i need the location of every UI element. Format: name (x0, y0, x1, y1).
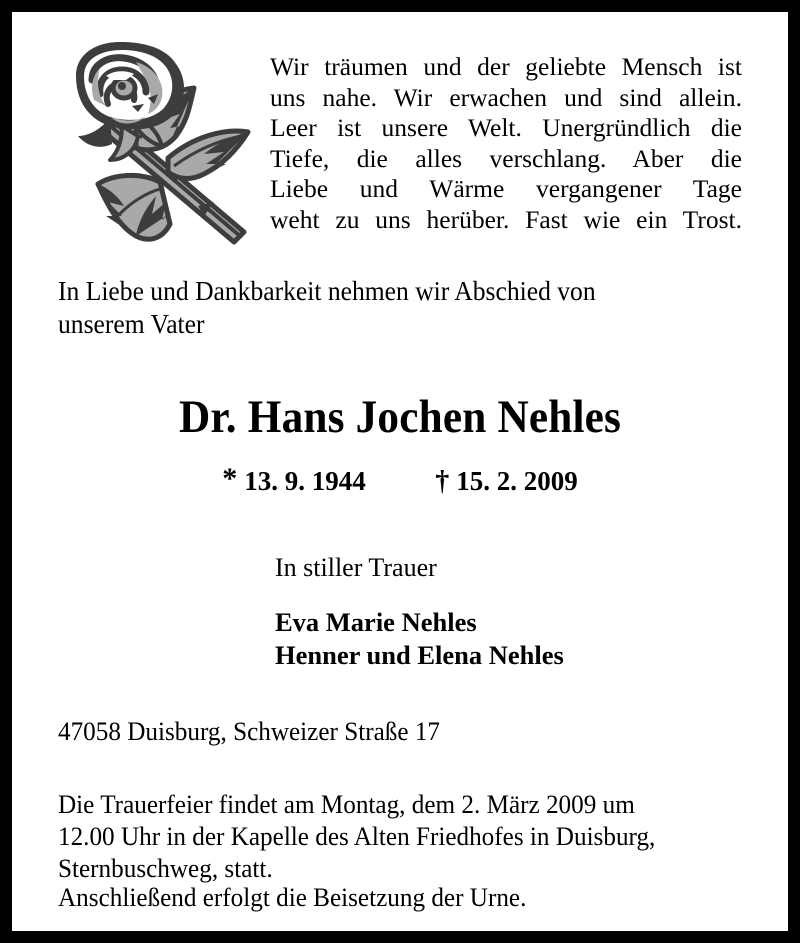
mourner-name: Eva Marie Nehles (275, 607, 477, 637)
mourner-list (275, 606, 745, 672)
deceased-name: Dr. Hans Jochen Nehles (178, 391, 622, 443)
poem-line: Wir träumen und der geliebte Mensch ist (270, 52, 742, 81)
death-date-entry (435, 464, 578, 499)
memorial-poem (270, 52, 742, 235)
intro-line: In Liebe und Dankbarkeit nehmen wir Abschied von (58, 275, 596, 306)
poem-line: Liebe und Wärme vergangener Tage (270, 174, 742, 203)
death-cross-icon: † (435, 466, 450, 497)
poem-line: uns nahe. Wir erwachen und sind allein. (270, 82, 742, 112)
closing-line: Anschließend erfolgt die Beisetzung der Urne. (58, 882, 527, 912)
poem-line: Leer ist unsere Welt. Unergründlich die (270, 113, 742, 142)
intro-text (58, 274, 709, 340)
birth-star-icon: * (222, 462, 238, 495)
address-line: 47058 Duisburg, Schweizer Straße 17 (58, 716, 440, 746)
service-line: 12.00 Uhr in der Kapelle des Alten Friedhofes in Duisburg, (58, 821, 656, 851)
birth-date: 13. 9. 1944 (244, 466, 366, 496)
poem-line: weht zu uns herüber. Fast wie ein Trost. (270, 204, 742, 234)
mourner-name: Henner und Elena Nehles (275, 640, 564, 670)
mourning-section (275, 552, 745, 672)
life-dates (12, 462, 788, 499)
notice-inner-panel (12, 12, 788, 931)
death-date: 15. 2. 2009 (456, 466, 578, 496)
service-line: Die Trauerfeier findet am Montag, dem 2. März 2009 um (58, 789, 635, 819)
rose-illustration (48, 40, 260, 250)
service-line: Sternbuschweg, statt. (58, 853, 273, 883)
service-details (58, 788, 723, 884)
intro-line: unserem Vater (58, 308, 205, 339)
header-section (12, 12, 788, 262)
mourning-label: In stiller Trauer (275, 553, 437, 582)
birth-date-entry (222, 462, 366, 498)
poem-line: Tiefe, die alles verschlang. Aber die (270, 143, 742, 173)
